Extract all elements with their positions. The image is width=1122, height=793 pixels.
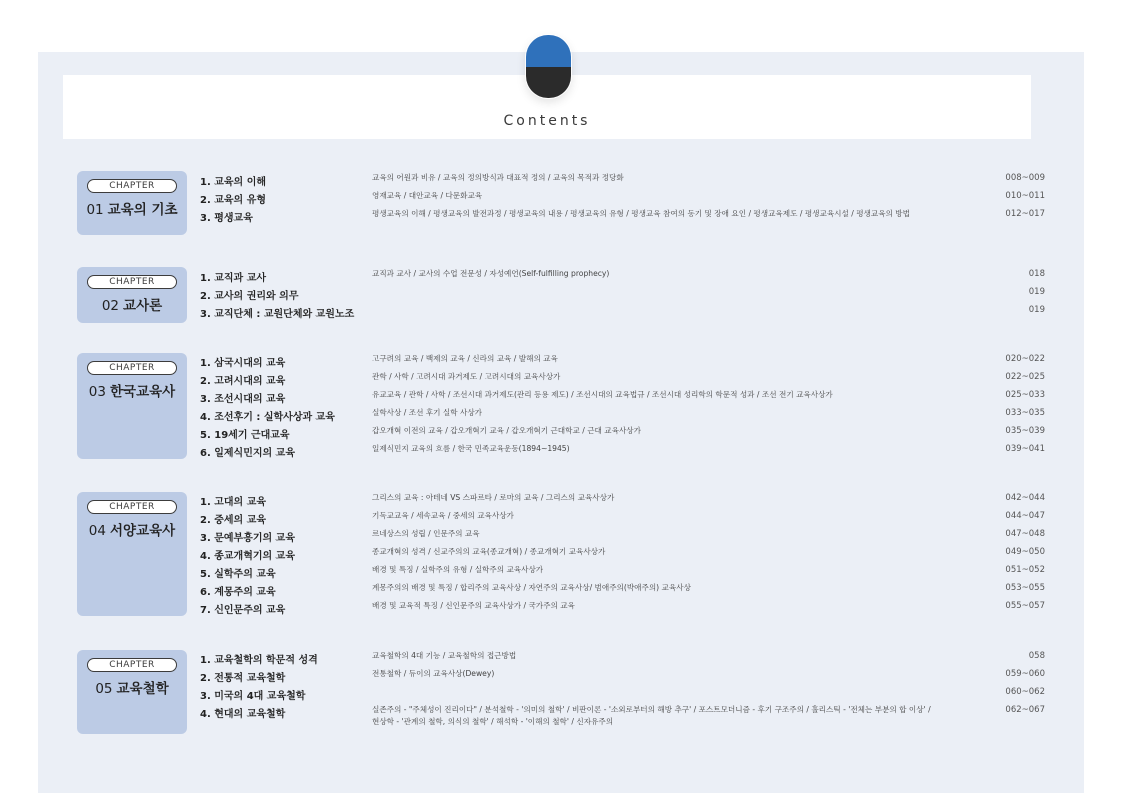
toc-entry[interactable]: 1. 교육철학의 학문적 성격 교육철학의 4대 기능 / 교육철학의 접근방법 058 bbox=[200, 651, 1045, 666]
toc-entry[interactable]: 2. 교육의 유형 영재교육 / 대안교육 / 다문화교육 010~011 bbox=[200, 191, 1045, 206]
toc-entry[interactable]: 1. 교직과 교사 교직과 교사 / 교사의 수업 전문성 / 자성예언(Self-fulfilling prophecy) 018 bbox=[200, 269, 1045, 284]
toc-entry[interactable]: 3. 미국의 4대 교육철학 060~062 bbox=[200, 687, 1045, 702]
chapter-label: CHAPTER bbox=[87, 179, 177, 193]
toc-entry[interactable]: 5. 19세기 근대교육 갑오개혁 이전의 교육 / 갑오개혁기 교육 / 갑오개혁기 근대학교 / 근대 교육사상가 035~039 bbox=[200, 426, 1045, 441]
chapter-title: 04 서양교육사 bbox=[88, 523, 176, 539]
toc-entry[interactable]: 1. 삼국시대의 교육 고구려의 교육 / 백제의 교육 / 신라의 교육 / 발해의 교육 020~022 bbox=[200, 354, 1045, 369]
toc-entry[interactable]: 1. 고대의 교육 그리스의 교육 : 아테네 VS 스파르타 / 로마의 교육 / 그리스의 교육사상가 042~044 bbox=[200, 493, 1045, 508]
toc-entry[interactable]: 4. 조선후기 : 실학사상과 교육 실학사상 / 조선 후기 실학 사상가 033~035 bbox=[200, 408, 1045, 423]
toc-entry[interactable]: 5. 실학주의 교육 배경 및 특징 / 실학주의 유형 / 실학주의 교육사상가 051~052 bbox=[200, 565, 1045, 580]
chapter-label: CHAPTER bbox=[87, 361, 177, 375]
toc-entry[interactable]: 6. 일제식민지의 교육 일제식민지 교육의 흐름 / 한국 민족교육운동(1894~1945) 039~041 bbox=[200, 444, 1045, 459]
toc-entry[interactable]: 4. 현대의 교육철학 실존주의 - "주체성이 진리이다" / 분석철학 - '의미의 철학' / 비판이론 - '소외로부터의 해방 추구' / 포스트모더니즘 - 후기 구조주의 / 홀리스틱 - '전체는 부분의 합 이상' / 현상학 - '관계의 철학, 의식의 철학' / 해석학 - '이해의 철학' / 신자유주의 062~067 bbox=[200, 705, 1045, 726]
toc-entry[interactable]: 6. 계몽주의 교육 계몽주의의 배경 및 특징 / 합리주의 교육사상 / 자연주의 교육사상/ 범애주의(박애주의) 교육사상 053~055 bbox=[200, 583, 1045, 598]
chapter-title: 03 한국교육사 bbox=[88, 384, 176, 400]
toc-entry[interactable]: 4. 종교개혁기의 교육 종교개혁의 성격 / 신교주의의 교육(종교개혁) / 종교개혁기 교육사상가 049~050 bbox=[200, 547, 1045, 562]
toc-entry[interactable]: 3. 평생교육 평생교육의 이해 / 평생교육의 발전과정 / 평생교육의 내용 / 평생교육의 유형 / 평생교육 참여의 동기 및 장애 요인 / 평생교육제도 / 평생교육시설 / 평생교육의 방법 012~017 bbox=[200, 209, 1045, 224]
chapter-title: 02 교사론 bbox=[101, 298, 163, 314]
toc-entry[interactable]: 2. 중세의 교육 기독교교육 / 세속교육 / 중세의 교육사상가 044~047 bbox=[200, 511, 1045, 526]
toc-entry[interactable]: 2. 전통적 교육철학 전통철학 / 듀이의 교육사상(Dewey) 059~060 bbox=[200, 669, 1045, 684]
chapter-label: CHAPTER bbox=[87, 500, 177, 514]
page-title: Contents bbox=[503, 113, 591, 129]
chapter-title: 01 교육의 기초 bbox=[86, 202, 178, 218]
chapter-label: CHAPTER bbox=[87, 275, 177, 289]
toc-entry[interactable]: 1. 교육의 이해 교육의 어원과 비유 / 교육의 정의방식과 대표적 정의 / 교육의 목적과 정당화 008~009 bbox=[200, 173, 1045, 188]
toc-entry[interactable]: 3. 조선시대의 교육 유교교육 / 관학 / 사학 / 조선시대 과거제도(관리 등용 제도) / 조선시대의 교육법규 / 조선시대 성리학의 학문적 성과 / 조선 전기 교육사상가 025~033 bbox=[200, 390, 1045, 405]
toc-entry[interactable]: 2. 교사의 권리와 의무 019 bbox=[200, 287, 1045, 302]
toc-entry[interactable]: 2. 고려시대의 교육 관학 / 사학 / 고려시대 과거제도 / 고려시대의 교육사상가 022~025 bbox=[200, 372, 1045, 387]
toc-entry[interactable]: 3. 문예부흥기의 교육 르네상스의 성립 / 인문주의 교육 047~048 bbox=[200, 529, 1045, 544]
toc-entry[interactable]: 7. 신인문주의 교육 배경 및 교육적 특징 / 신인문주의 교육사상가 / 국가주의 교육 055~057 bbox=[200, 601, 1045, 616]
chapter-title: 05 교육철학 bbox=[95, 681, 169, 697]
toc-entry[interactable]: 3. 교직단체 : 교원단체와 교원노조 019 bbox=[200, 305, 1045, 320]
decorative-badge-icon bbox=[526, 35, 571, 98]
chapter-label: CHAPTER bbox=[87, 658, 177, 672]
